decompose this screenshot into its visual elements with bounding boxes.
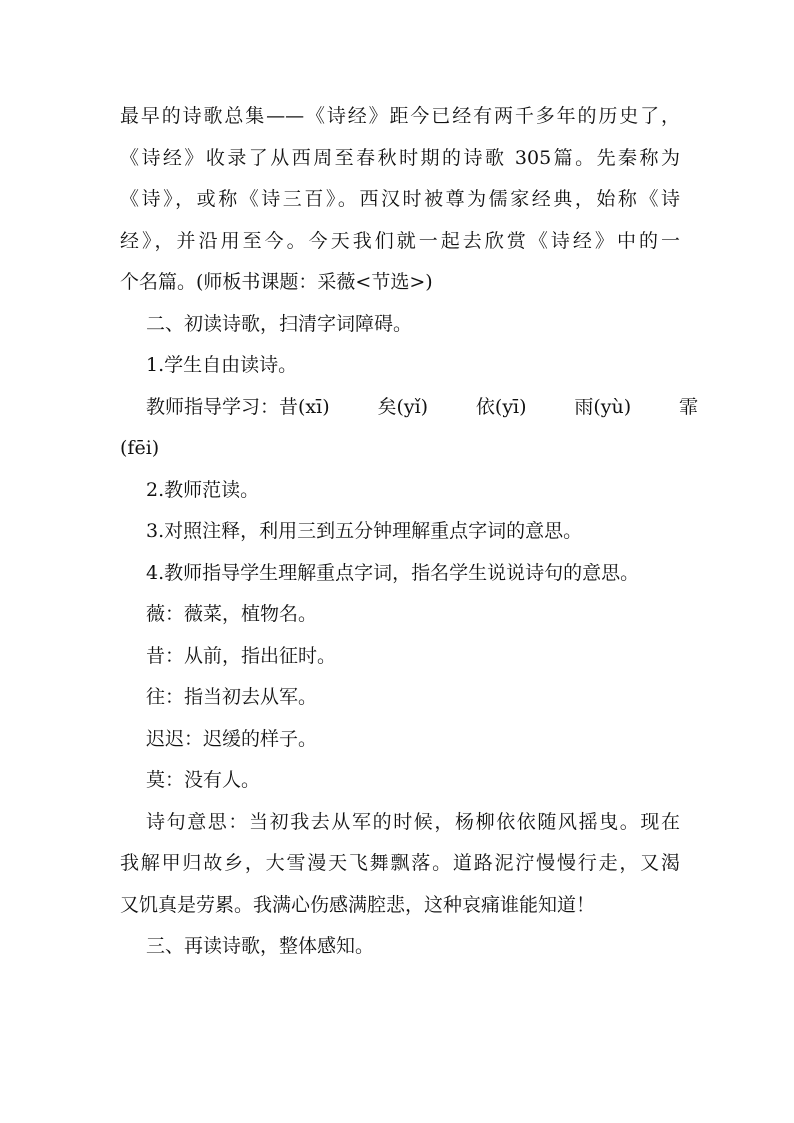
- meaning-line-3: 又饥真是劳累。我满心伤感满腔悲，这种哀痛谁能知道！: [120, 893, 596, 916]
- pronunciation-label: 教师指导学习：: [146, 395, 280, 418]
- meaning-line-2: 我解甲归故乡，大雪漫天飞舞飘落。道路泥泞慢慢行走，又渴: [120, 852, 680, 874]
- intro-line-4: 经》，并沿用至今。今天我们就一起去欣赏《诗经》中的一: [120, 229, 680, 252]
- gloss-item: 莫：没有人。: [146, 769, 261, 791]
- step-2: 2.教师范读。: [146, 478, 260, 501]
- pronunciation-item: 霏: [678, 395, 698, 418]
- gloss-item: 往：指当初去从军。: [146, 686, 318, 708]
- pronunciation-line: [120, 387, 698, 429]
- meaning-line-1: 诗句意思：当初我去从军的时候，杨柳依依随风摇曳。现在: [146, 810, 680, 833]
- pronunciation-label-group: [146, 387, 330, 429]
- gloss-item: 迟迟：迟缓的样子。: [146, 727, 318, 750]
- section-3-heading: 三、再读诗歌，整体感知。: [146, 935, 375, 957]
- gloss-item: 薇：薇菜，植物名。: [146, 603, 318, 625]
- pronunciation-item: 雨(yù): [574, 395, 632, 418]
- pronunciation-item: 依(yī): [475, 395, 527, 418]
- step-3: 3.对照注释，利用三到五分钟理解重点字词的意思。: [146, 520, 583, 542]
- gloss-item: 昔：从前，指出征时。: [146, 644, 337, 667]
- step-4: 4.教师指导学生理解重点字词，指名学生说说诗句的意思。: [146, 561, 640, 584]
- intro-line-3: 《诗》，或称《诗三百》。西汉时被尊为儒家经典，始称《诗: [120, 188, 680, 210]
- intro-line-2: 《诗经》收录了从西周至春秋时期的诗歌 305篇。先秦称为: [120, 146, 680, 169]
- pronunciation-item: 昔(xī): [279, 395, 330, 418]
- section-2-heading: 二、初读诗歌，扫清字词障碍。: [146, 312, 413, 335]
- intro-line-1: 最早的诗歌总集——《诗经》距今已经有两千多年的历史了，: [120, 105, 680, 127]
- pronunciation-item: 矣(yǐ): [377, 395, 429, 418]
- document-page: [120, 96, 698, 968]
- intro-line-5: 个名篇。(师板书课题：采薇<节选>): [120, 271, 433, 293]
- pronunciation-overflow: (fēi): [120, 437, 160, 459]
- step-1: 1.学生自由读诗。: [146, 354, 298, 376]
